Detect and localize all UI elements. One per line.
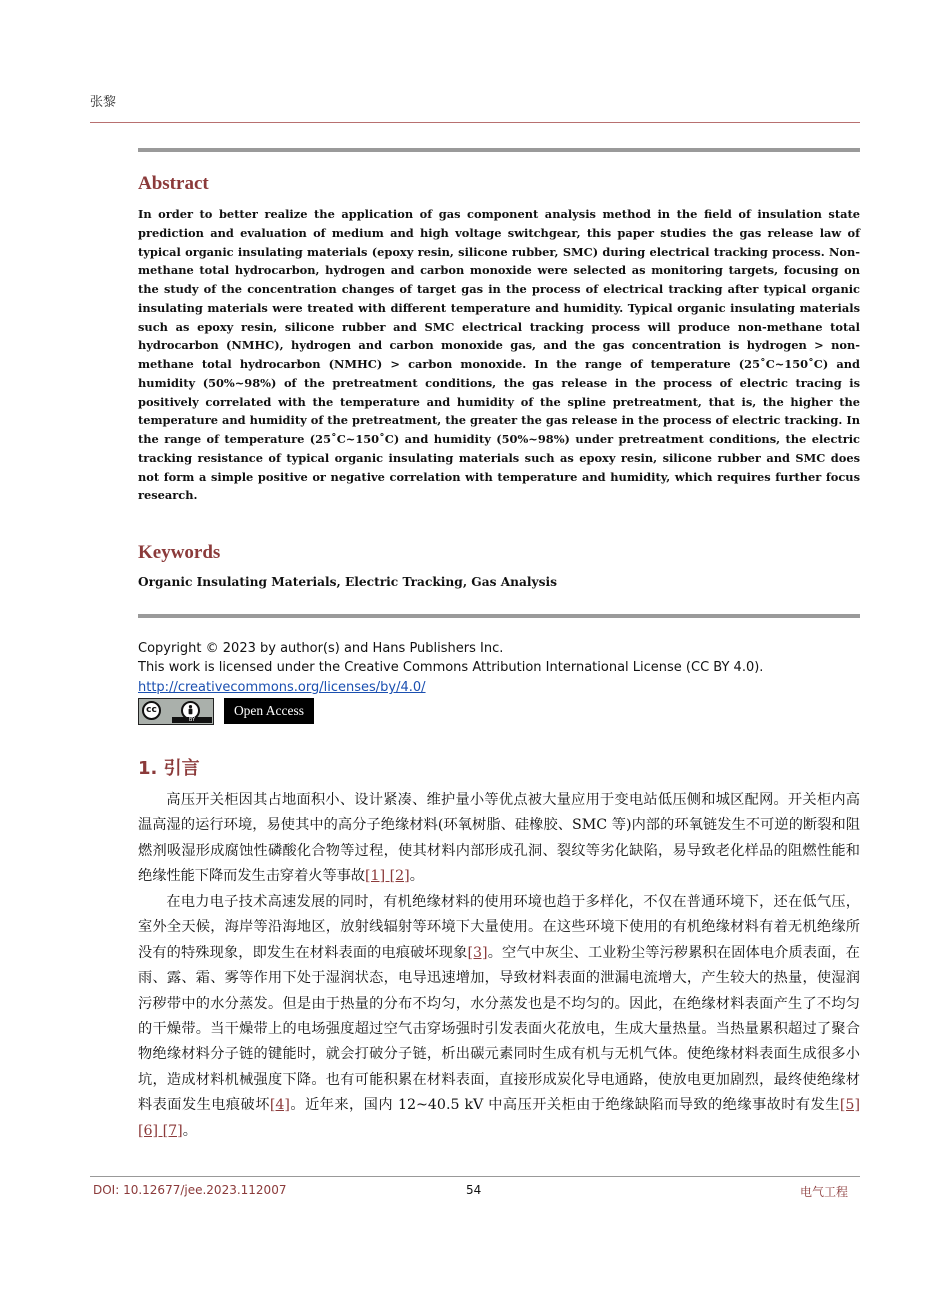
abstract-text: In order to better realize the application of gas component analysis method in the field of insulation state prediction and evaluation of medium and high voltage switchgear, this paper studies the gas release law of typical organic insulating materials (epoxy resin, silicone rubber, SMC) during electrical tracking process. Non-methane total hydrocarbon, hydrogen and carbon monoxide were selected as monitoring targets, focusing on the study of the concentration changes of target gas in the process of electrical tracking after typical organic insulating materials were treated with different temperature and humidity. Typical organic insulating materials such as epoxy resin, silicone rubber and SMC electrical tracking process will produce non-methane total hydrocarbon (NMHC), hydrogen and carbon monoxide gas, and the gas concentration is hydrogen > non-methane total hydrocarbon (NMHC) > carbon monoxide. In the range of temperature (25˚C~150˚C) and humidity (50%~98%) of the pretreatment conditions, the gas release in the process of electric tracing is positively correlated with the temperature and humidity of the spline pretreatment, that is, the higher the temperature and humidity of the pretreatment, the greater the gas release in the process of electric tracking. In the range of temperature (25˚C~150˚C) and humidity (50%~98%) under pretreatment conditions, the electric tracking resistance of typical organic insulating materials such as epoxy resin, silicone rubber and SMC does not form a simple positive or negative correlation with temperature and humidity, which requires further focus research. — [138, 207, 860, 503]
license-notice: This work is licensed under the Creative Commons Attribution International License (CC BY 4.0). — [138, 660, 764, 675]
paragraph-text: 。近年来，国内 12~40.5 kV 中高压开关柜由于绝缘缺陷而导致的绝缘事故时有发生 — [289, 1097, 840, 1114]
cc-by-label: BY — [172, 717, 212, 723]
paragraph-text: 。空气中灰尘、工业粉尘等污秽累积在固体电介质表面，在雨、露、霜、雾等作用下处于湿润状态，电导迅速增加，导致材料表面的泄漏电流增大，产生较大的热量，使湿润污秽带中的水分蒸发。但是由于热量的分布不均匀，水分蒸发也是不均匀的。因此，在绝缘材料表面产生了不均匀的干燥带。当干燥带上的电场强度超过空气击穿场强时引发表面火花放电，生成大量热量。当热量累积超过了聚合物绝缘材料分子链的键能时，就会打破分子链，析出碳元素同时生成有机与无机气体。使绝缘材料表面生成很多小坑，造成材料机械强度下降。也有可能积累在材料表面，直接形成炭化导电通路，使放电更加剧烈，最终使绝缘材料表面发生电痕破坏 — [138, 944, 860, 1114]
header-divider — [90, 122, 860, 123]
keywords-heading: Keywords — [138, 542, 221, 563]
abstract-top-rule — [138, 148, 860, 152]
footer-journal-name: 电气工程 — [800, 1185, 849, 1199]
citation-link[interactable]: [3] — [467, 944, 488, 961]
creative-commons-icon: cc — [142, 701, 161, 720]
abstract-bottom-rule — [138, 614, 860, 618]
keywords-text: Organic Insulating Materials, Electric Tracking, Gas Analysis — [138, 575, 557, 589]
paragraph-text: 高压开关柜因其占地面积小、设计紧凑、维护量小等优点被大量应用于变电站低压侧和城区配网。开关柜内高温高湿的运行环境，易使其中的高分子绝缘材料(环氧树脂、硅橡胶、SMC 等)内部的环氧链发生不可逆的断裂和阻燃剂吸湿形成腐蚀性磷酸化合物等过程，使其材料内部形成孔洞、裂纹等劣化缺陷，易导致老化样品的阻燃性能和绝缘性能下降而发生击穿着火等事故 — [138, 792, 860, 885]
section-heading-introduction: 1. 引言 — [138, 758, 200, 779]
citation-link[interactable]: [1] [2] — [365, 868, 410, 885]
license-link[interactable]: http://creativecommons.org/licenses/by/4.0/ — [138, 680, 426, 695]
running-head-author: 张黎 — [90, 95, 117, 110]
paragraph-text: 。 — [409, 868, 424, 885]
paragraph-text: 在电力电子技术高速发展的同时，有机绝缘材料的使用环境也趋于多样化，不仅在普通环境下，还在低气压，室外全天候，海岸等沿海地区，放射线辐射等环境下大量使用。在这些环境下使用的有机绝缘材料有着无机绝缘所没有的特殊现象，即发生在材料表面的电痕破坏现象 — [138, 894, 860, 961]
footer-page-number: 54 — [466, 1183, 482, 1197]
footer-doi[interactable]: DOI: 10.12677/jee.2023.112007 — [93, 1183, 287, 1197]
intro-paragraph-1 — [138, 788, 860, 890]
open-access-badge: Open Access — [224, 698, 314, 724]
intro-paragraph-2 — [138, 890, 860, 1144]
paragraph-text: 。 — [182, 1122, 197, 1139]
footer-divider — [90, 1176, 860, 1177]
copyright-notice: Copyright © 2023 by author(s) and Hans Publishers Inc. — [138, 641, 504, 656]
citation-link[interactable]: [4] — [269, 1097, 290, 1114]
citation-link[interactable]: [5] [6] [7] — [138, 1097, 860, 1139]
abstract-heading: Abstract — [138, 173, 209, 194]
cc-by-license-badge[interactable] — [138, 698, 214, 725]
